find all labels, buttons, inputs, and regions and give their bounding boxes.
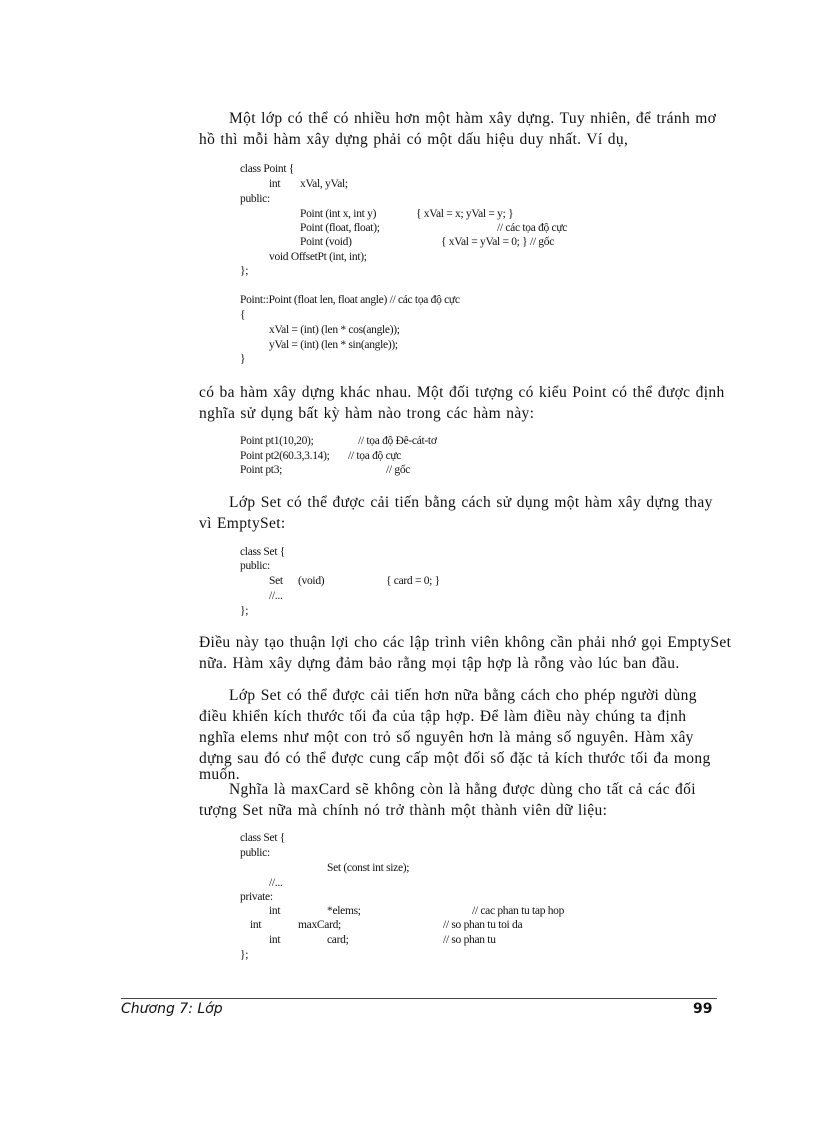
code-line: class Set { bbox=[240, 832, 286, 844]
code-token: *elems; bbox=[327, 905, 361, 917]
code-comment: // tọa độ cực bbox=[348, 450, 402, 462]
paragraph-5-line-4: dựng sau đó có thể được cung cấp một đối số đặc tả kích thước tối đa mong bbox=[199, 750, 711, 767]
code-line: }; bbox=[240, 265, 249, 277]
code-token: Point (void) bbox=[300, 236, 352, 248]
code-line: public: bbox=[240, 560, 270, 572]
code-token: Point pt1(10,20); bbox=[240, 435, 314, 447]
paragraph-1-line-2: hồ thì mỗi hàm xây dựng phải có một dấu hiệu duy nhất. Ví dụ, bbox=[199, 131, 629, 148]
code-line: void OffsetPt (int, int); bbox=[269, 251, 367, 263]
code-line: xVal = (int) (len * cos(angle)); bbox=[269, 324, 400, 336]
code-token: int bbox=[269, 905, 281, 917]
footer-divider bbox=[121, 998, 717, 999]
code-token: maxCard; bbox=[298, 919, 341, 931]
code-token: int bbox=[269, 178, 281, 190]
code-comment: // so phan tu toi da bbox=[443, 919, 523, 931]
paragraph-5-line-5: muốn. bbox=[199, 766, 240, 783]
code-line: } bbox=[240, 353, 246, 365]
code-token: int bbox=[250, 919, 262, 931]
code-line: }; bbox=[240, 605, 249, 617]
code-token: Point (float, float); bbox=[300, 222, 380, 234]
paragraph-5-line-2: điều khiển kích thước tối đa của tập hợp. Để làm điều này chúng ta định bbox=[199, 708, 687, 725]
paragraph-1-line-1: Một lớp có thể có nhiều hơn một hàm xây dựng. Tuy nhiên, để tránh mơ bbox=[229, 110, 717, 127]
code-line: class Point { bbox=[240, 163, 295, 175]
code-token: Set bbox=[269, 575, 283, 587]
code-comment: // các tọa độ cực bbox=[497, 222, 568, 234]
paragraph-3-line-1: Lớp Set có thể được cải tiến bằng cách sử dụng một hàm xây dựng thay bbox=[229, 494, 713, 511]
code-comment: //... bbox=[269, 877, 283, 889]
code-token: { card = 0; } bbox=[386, 575, 440, 587]
code-token: int bbox=[269, 934, 281, 946]
paragraph-5-line-1: Lớp Set có thể được cải tiến hơn nữa bằng cách cho phép người dùng bbox=[229, 687, 697, 704]
code-token: { xVal = yVal = 0; } // gốc bbox=[441, 236, 555, 248]
code-line: { bbox=[240, 309, 246, 321]
paragraph-2-line-2: nghĩa sử dụng bất kỳ hàm nào trong các hàm này: bbox=[199, 405, 535, 422]
code-comment: //... bbox=[269, 590, 283, 602]
paragraph-2-line-1: có ba hàm xây dựng khác nhau. Một đối tượng có kiểu Point có thể được định bbox=[199, 384, 725, 401]
code-line: Point::Point (float len, float angle) // các tọa độ cực bbox=[240, 294, 460, 306]
code-token: card; bbox=[327, 934, 349, 946]
paragraph-5-line-3: nghĩa elems như một con trỏ số nguyên hơn là mảng số nguyên. Hàm xây bbox=[199, 729, 694, 746]
paragraph-4-line-2: nữa. Hàm xây dựng đảm bảo rằng mọi tập hợp là rỗng vào lúc ban đầu. bbox=[199, 655, 680, 672]
page-number: 99 bbox=[693, 1001, 713, 1017]
code-token: Point pt2(60.3,3.14); bbox=[240, 450, 330, 462]
paragraph-4-line-1: Điều này tạo thuận lợi cho các lập trình viên không cần phải nhớ gọi EmptySet bbox=[199, 634, 732, 651]
code-token: { xVal = x; yVal = y; } bbox=[416, 208, 514, 220]
code-comment: // tọa độ Đê-cát-tơ bbox=[358, 435, 437, 447]
code-token: (void) bbox=[298, 575, 325, 587]
code-line: Set (const int size); bbox=[327, 862, 410, 874]
code-token: Point pt3; bbox=[240, 464, 283, 476]
code-line: public: bbox=[240, 193, 270, 205]
code-comment: // gốc bbox=[386, 464, 411, 476]
code-token: xVal, yVal; bbox=[300, 178, 348, 190]
code-line: class Set { bbox=[240, 546, 286, 558]
code-line: yVal = (int) (len * sin(angle)); bbox=[269, 339, 398, 351]
paragraph-6-line-1: Nghĩa là maxCard sẽ không còn là hằng được dùng cho tất cả các đối bbox=[229, 781, 696, 798]
code-line: private: bbox=[240, 891, 273, 903]
code-line: public: bbox=[240, 847, 270, 859]
footer-chapter: Chương 7: Lớp bbox=[121, 1001, 223, 1017]
paragraph-6-line-2: tượng Set nữa mà chính nó trở thành một thành viên dữ liệu: bbox=[199, 802, 608, 819]
code-comment: // so phan tu bbox=[443, 934, 496, 946]
code-token: Point (int x, int y) bbox=[300, 208, 377, 220]
paragraph-3-line-2: vì EmptySet: bbox=[199, 515, 286, 532]
code-comment: // cac phan tu tap hop bbox=[472, 905, 565, 917]
code-line: }; bbox=[240, 949, 249, 961]
